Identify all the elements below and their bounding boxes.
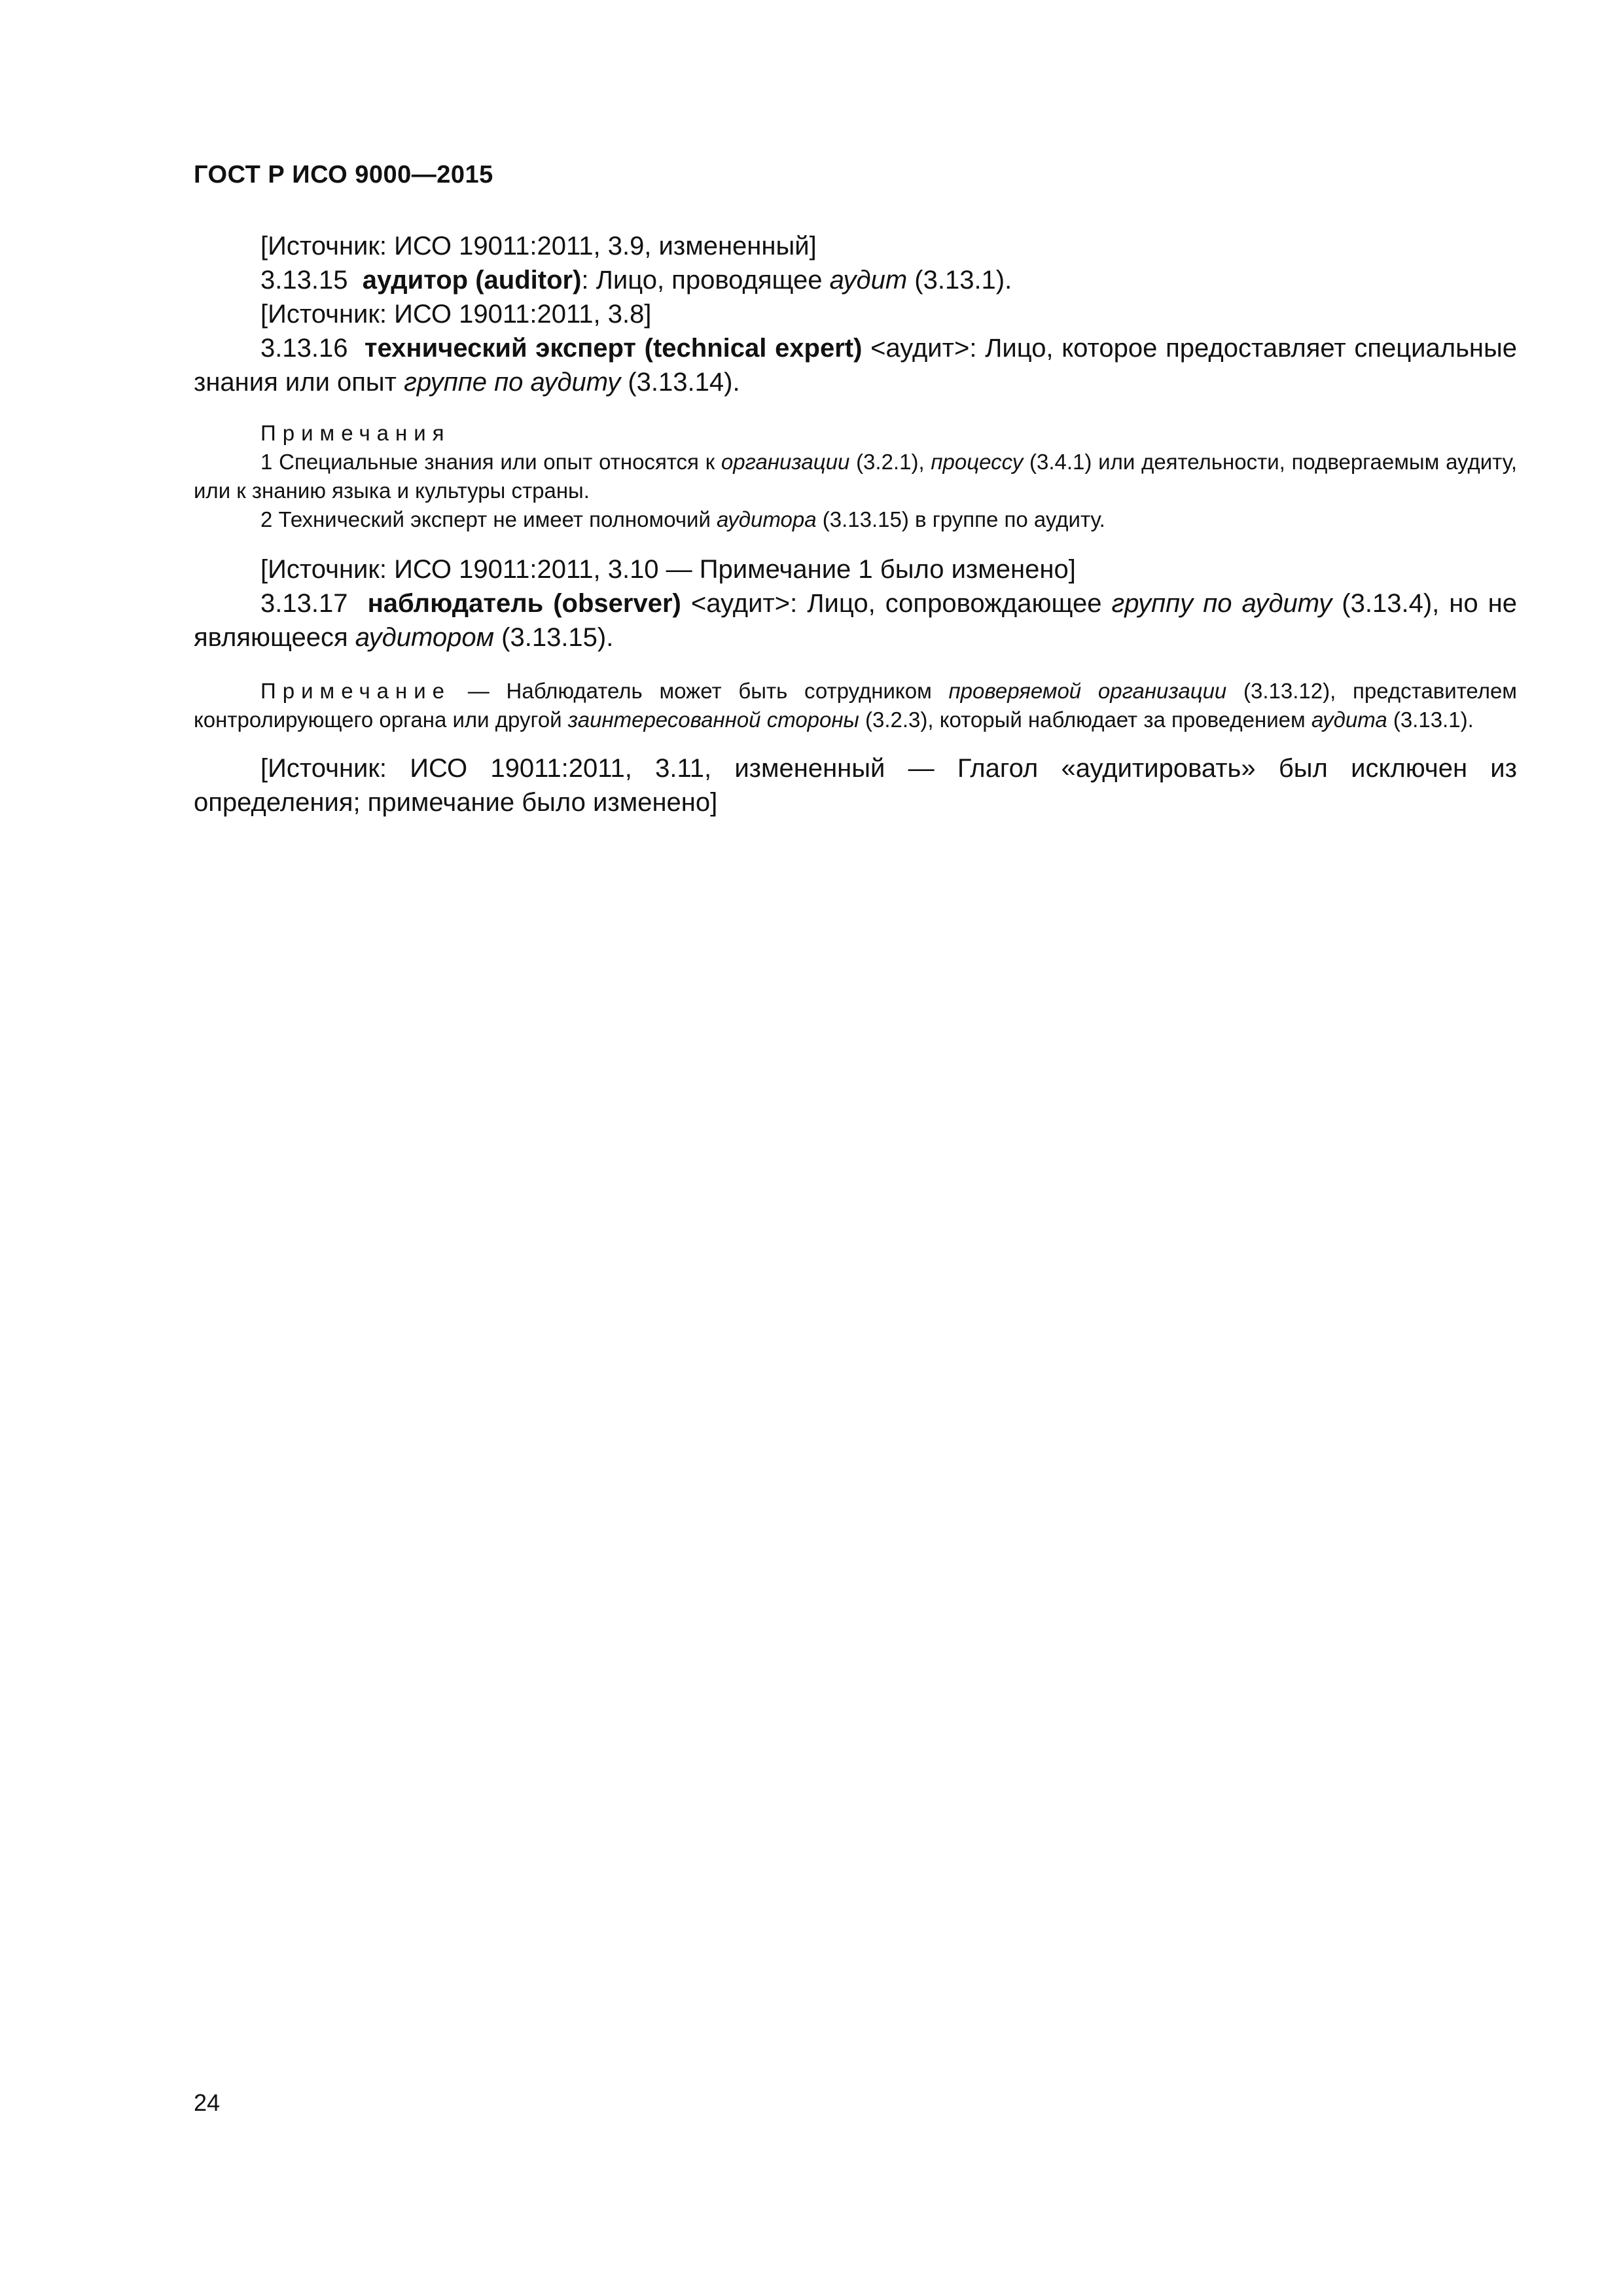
term-entry-3-13-17 (194, 586, 1517, 655)
note-item (194, 677, 1517, 734)
source-reference: [Источник: ИСО 19011:2011, 3.11, измененный — Глагол «аудитировать» был исключен из определения; примечание было изменено] (194, 754, 1517, 817)
term-number: 3.13.16 (260, 334, 348, 363)
term-name: наблюдатель (observer) (367, 589, 681, 618)
note-text: (3.2.1), (849, 450, 931, 474)
term-entry-3-13-15 (194, 263, 1517, 297)
term-crossref: аудитором (355, 623, 495, 652)
note-text: (3.4.1) или деятельности, подвергаемым аудиту, или к знанию языка и культуры страны. (194, 450, 1517, 503)
term-crossref: аудит (829, 266, 908, 295)
term-entry-3-13-16 (194, 331, 1517, 399)
term-definition: : Лицо, проводящее (581, 266, 830, 295)
term-definition: (3.13.15). (494, 623, 614, 652)
source-reference: [Источник: ИСО 19011:2011, 3.9, измененный] (260, 232, 817, 260)
note-text: 1 Специальные знания или опыт относятся к (260, 450, 721, 474)
note-crossref: организации (721, 450, 850, 474)
note-text: 2 Технический эксперт не имеет полномочий (260, 507, 717, 531)
term-number: 3.13.15 (260, 266, 348, 295)
source-reference: [Источник: ИСО 19011:2011, 3.10 — Примечание 1 было изменено] (260, 555, 1076, 584)
note-label: Примечание (260, 679, 452, 703)
note-crossref: аудита (1311, 708, 1387, 732)
note-text: (3.2.3), который наблюдает за проведением (859, 708, 1311, 732)
note-text: (3.13.1). (1387, 708, 1474, 732)
notes-heading: Примечания (260, 421, 451, 445)
term-name: аудитор (auditor) (362, 266, 582, 295)
term-definition: (3.13.4), но не являющееся (194, 589, 1518, 652)
term-crossref: группе по аудиту (404, 368, 621, 397)
note-crossref: проверяемой организации (948, 679, 1227, 703)
note-text: (3.13.12), представителем контролирующего органа или другой (194, 679, 1517, 732)
page-number: 24 (194, 2089, 221, 2116)
note-text: — Наблюдатель может быть сотрудником (451, 679, 949, 703)
note-item (194, 505, 1517, 534)
notes-block (194, 419, 1517, 534)
term-definition: <аудит>: Лицо, которое предоставляет специальные знания или опыт (194, 334, 1518, 397)
term-definition: <аудит>: Лицо, сопровождающее (681, 589, 1112, 618)
document-body (194, 229, 1517, 819)
note-crossref: процессу (931, 450, 1024, 474)
note-crossref: аудитора (717, 507, 817, 531)
term-definition: (3.13.14). (620, 368, 740, 397)
term-name: технический эксперт (technical expert) (364, 334, 863, 363)
term-number: 3.13.17 (260, 589, 348, 618)
source-reference: [Источник: ИСО 19011:2011, 3.8] (260, 300, 652, 329)
note-text: (3.13.15) в группе по аудиту. (816, 507, 1105, 531)
document-header: ГОСТ Р ИСО 9000—2015 (194, 161, 493, 188)
note-item (194, 448, 1517, 505)
term-definition: (3.13.1). (907, 266, 1012, 295)
note-crossref: заинтересованной стороны (567, 708, 859, 732)
term-crossref: группу по аудиту (1111, 589, 1332, 618)
